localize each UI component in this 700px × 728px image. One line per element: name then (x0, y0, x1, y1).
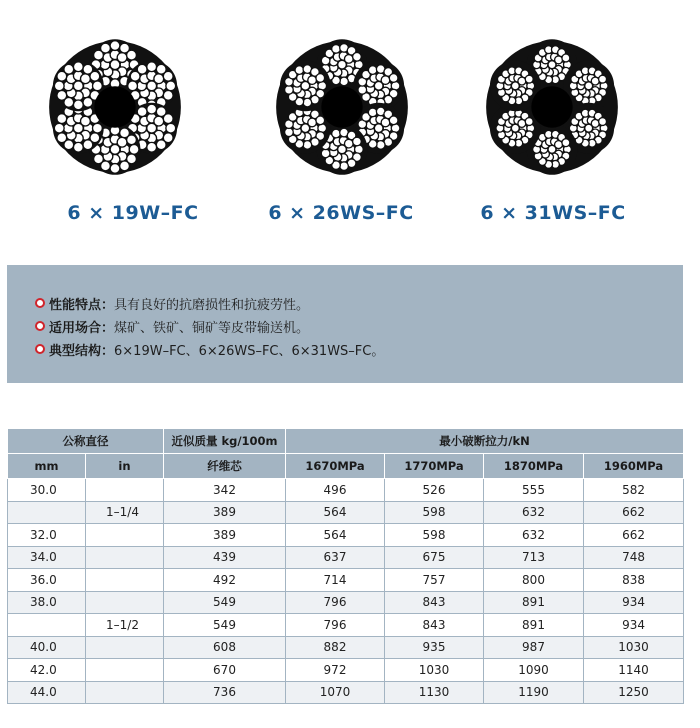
cell-1960: 582 (584, 479, 684, 502)
cell-1670: 972 (286, 659, 385, 682)
cell-1870: 632 (484, 501, 584, 524)
cell-in (86, 546, 164, 569)
cell-1770: 1130 (385, 681, 484, 704)
cell-mm: 30.0 (8, 479, 86, 502)
table-row (8, 614, 684, 637)
cell-1770: 598 (385, 524, 484, 547)
cell-1870: 555 (484, 479, 584, 502)
rope-label-6x31ws: 6 × 31WS–FC (480, 202, 626, 224)
cell-1770: 675 (385, 546, 484, 569)
cell-mm: 38.0 (8, 591, 86, 614)
cell-mm (8, 501, 86, 524)
cell-1960: 934 (584, 591, 684, 614)
cell-mass: 342 (164, 479, 286, 502)
cell-mm: 42.0 (8, 659, 86, 682)
cell-mass: 608 (164, 636, 286, 659)
cell-mass: 670 (164, 659, 286, 682)
feature-key: 适用场合： (49, 321, 115, 336)
cell-in (86, 479, 164, 502)
cell-1960: 934 (584, 614, 684, 637)
cell-1960: 662 (584, 524, 684, 547)
feature-value: 煤矿、铁矿、铜矿等皮带输送机。 (114, 321, 310, 336)
feature-value: 6×19W–FC、6×26WS–FC、6×31WS–FC。 (114, 344, 385, 359)
cell-mass: 389 (164, 524, 286, 547)
cell-1960: 1250 (584, 681, 684, 704)
rope-diagrams (0, 0, 700, 235)
feature-value: 具有良好的抗磨损性和抗疲劳性。 (114, 298, 310, 313)
cell-mass: 549 (164, 591, 286, 614)
header-in: in (86, 454, 164, 479)
cell-mm (8, 614, 86, 637)
feature-key: 性能特点： (49, 298, 115, 313)
cell-1670: 1070 (286, 681, 385, 704)
feature-line-application (49, 317, 309, 336)
header-grade-1960: 1960MPa (584, 454, 684, 479)
spec-table-body (8, 479, 684, 704)
rope-cross-section-6x31ws (472, 22, 632, 192)
spec-table (7, 428, 684, 704)
cell-1960: 838 (584, 569, 684, 592)
cell-1670: 882 (286, 636, 385, 659)
header-nominal-diameter: 公称直径 (8, 429, 164, 454)
cell-in: 1–1/2 (86, 614, 164, 637)
bullet-icon (35, 298, 45, 308)
cell-1960: 1140 (584, 659, 684, 682)
cell-1670: 564 (286, 501, 385, 524)
table-row (8, 479, 684, 502)
cell-1770: 757 (385, 569, 484, 592)
header-grade-1770: 1770MPa (385, 454, 484, 479)
cell-1870: 1190 (484, 681, 584, 704)
feature-line-structure (49, 340, 384, 359)
feature-line-performance (49, 294, 309, 313)
feature-panel (7, 265, 683, 383)
table-row (8, 569, 684, 592)
bullet-icon (35, 321, 45, 331)
cell-in (86, 591, 164, 614)
cell-in (86, 681, 164, 704)
cell-1670: 496 (286, 479, 385, 502)
cell-mm: 44.0 (8, 681, 86, 704)
cell-1770: 526 (385, 479, 484, 502)
cell-in (86, 636, 164, 659)
table-row (8, 546, 684, 569)
cell-1870: 800 (484, 569, 584, 592)
rope-cross-section-6x26ws (262, 22, 422, 192)
cell-1770: 843 (385, 614, 484, 637)
header-mm: mm (8, 454, 86, 479)
bullet-icon (35, 344, 45, 354)
cell-mm: 36.0 (8, 569, 86, 592)
cell-1770: 935 (385, 636, 484, 659)
cell-in: 1–1/4 (86, 501, 164, 524)
header-grade-1870: 1870MPa (484, 454, 584, 479)
cell-1670: 796 (286, 591, 385, 614)
cell-1770: 598 (385, 501, 484, 524)
cell-1670: 637 (286, 546, 385, 569)
cell-in (86, 524, 164, 547)
cell-1870: 891 (484, 591, 584, 614)
cell-in (86, 569, 164, 592)
cell-in (86, 659, 164, 682)
rope-cross-section-6x19w (35, 22, 195, 192)
cell-1870: 632 (484, 524, 584, 547)
table-row (8, 524, 684, 547)
cell-mass: 439 (164, 546, 286, 569)
cell-1770: 843 (385, 591, 484, 614)
header-grade-1670: 1670MPa (286, 454, 385, 479)
table-row (8, 659, 684, 682)
cell-1960: 748 (584, 546, 684, 569)
header-fiber-core: 纤维芯 (164, 454, 286, 479)
cell-mass: 736 (164, 681, 286, 704)
cell-mm: 32.0 (8, 524, 86, 547)
table-row (8, 636, 684, 659)
header-min-breaking-force: 最小破断拉力/kN (286, 429, 684, 454)
cell-1870: 713 (484, 546, 584, 569)
header-approx-mass: 近似质量 kg/100m (164, 429, 286, 454)
cell-1870: 1090 (484, 659, 584, 682)
cell-1670: 714 (286, 569, 385, 592)
table-row (8, 591, 684, 614)
cell-1770: 1030 (385, 659, 484, 682)
cell-1670: 796 (286, 614, 385, 637)
cell-1870: 891 (484, 614, 584, 637)
cell-mass: 492 (164, 569, 286, 592)
cell-mm: 34.0 (8, 546, 86, 569)
table-row (8, 501, 684, 524)
rope-label-6x26ws: 6 × 26WS–FC (268, 202, 414, 224)
cell-mm: 40.0 (8, 636, 86, 659)
cell-1670: 564 (286, 524, 385, 547)
cell-mass: 549 (164, 614, 286, 637)
feature-key: 典型结构： (49, 344, 115, 359)
table-row (8, 681, 684, 704)
cell-1960: 1030 (584, 636, 684, 659)
cell-1870: 987 (484, 636, 584, 659)
rope-label-6x19w: 6 × 19W–FC (67, 202, 199, 224)
cell-1960: 662 (584, 501, 684, 524)
cell-mass: 389 (164, 501, 286, 524)
